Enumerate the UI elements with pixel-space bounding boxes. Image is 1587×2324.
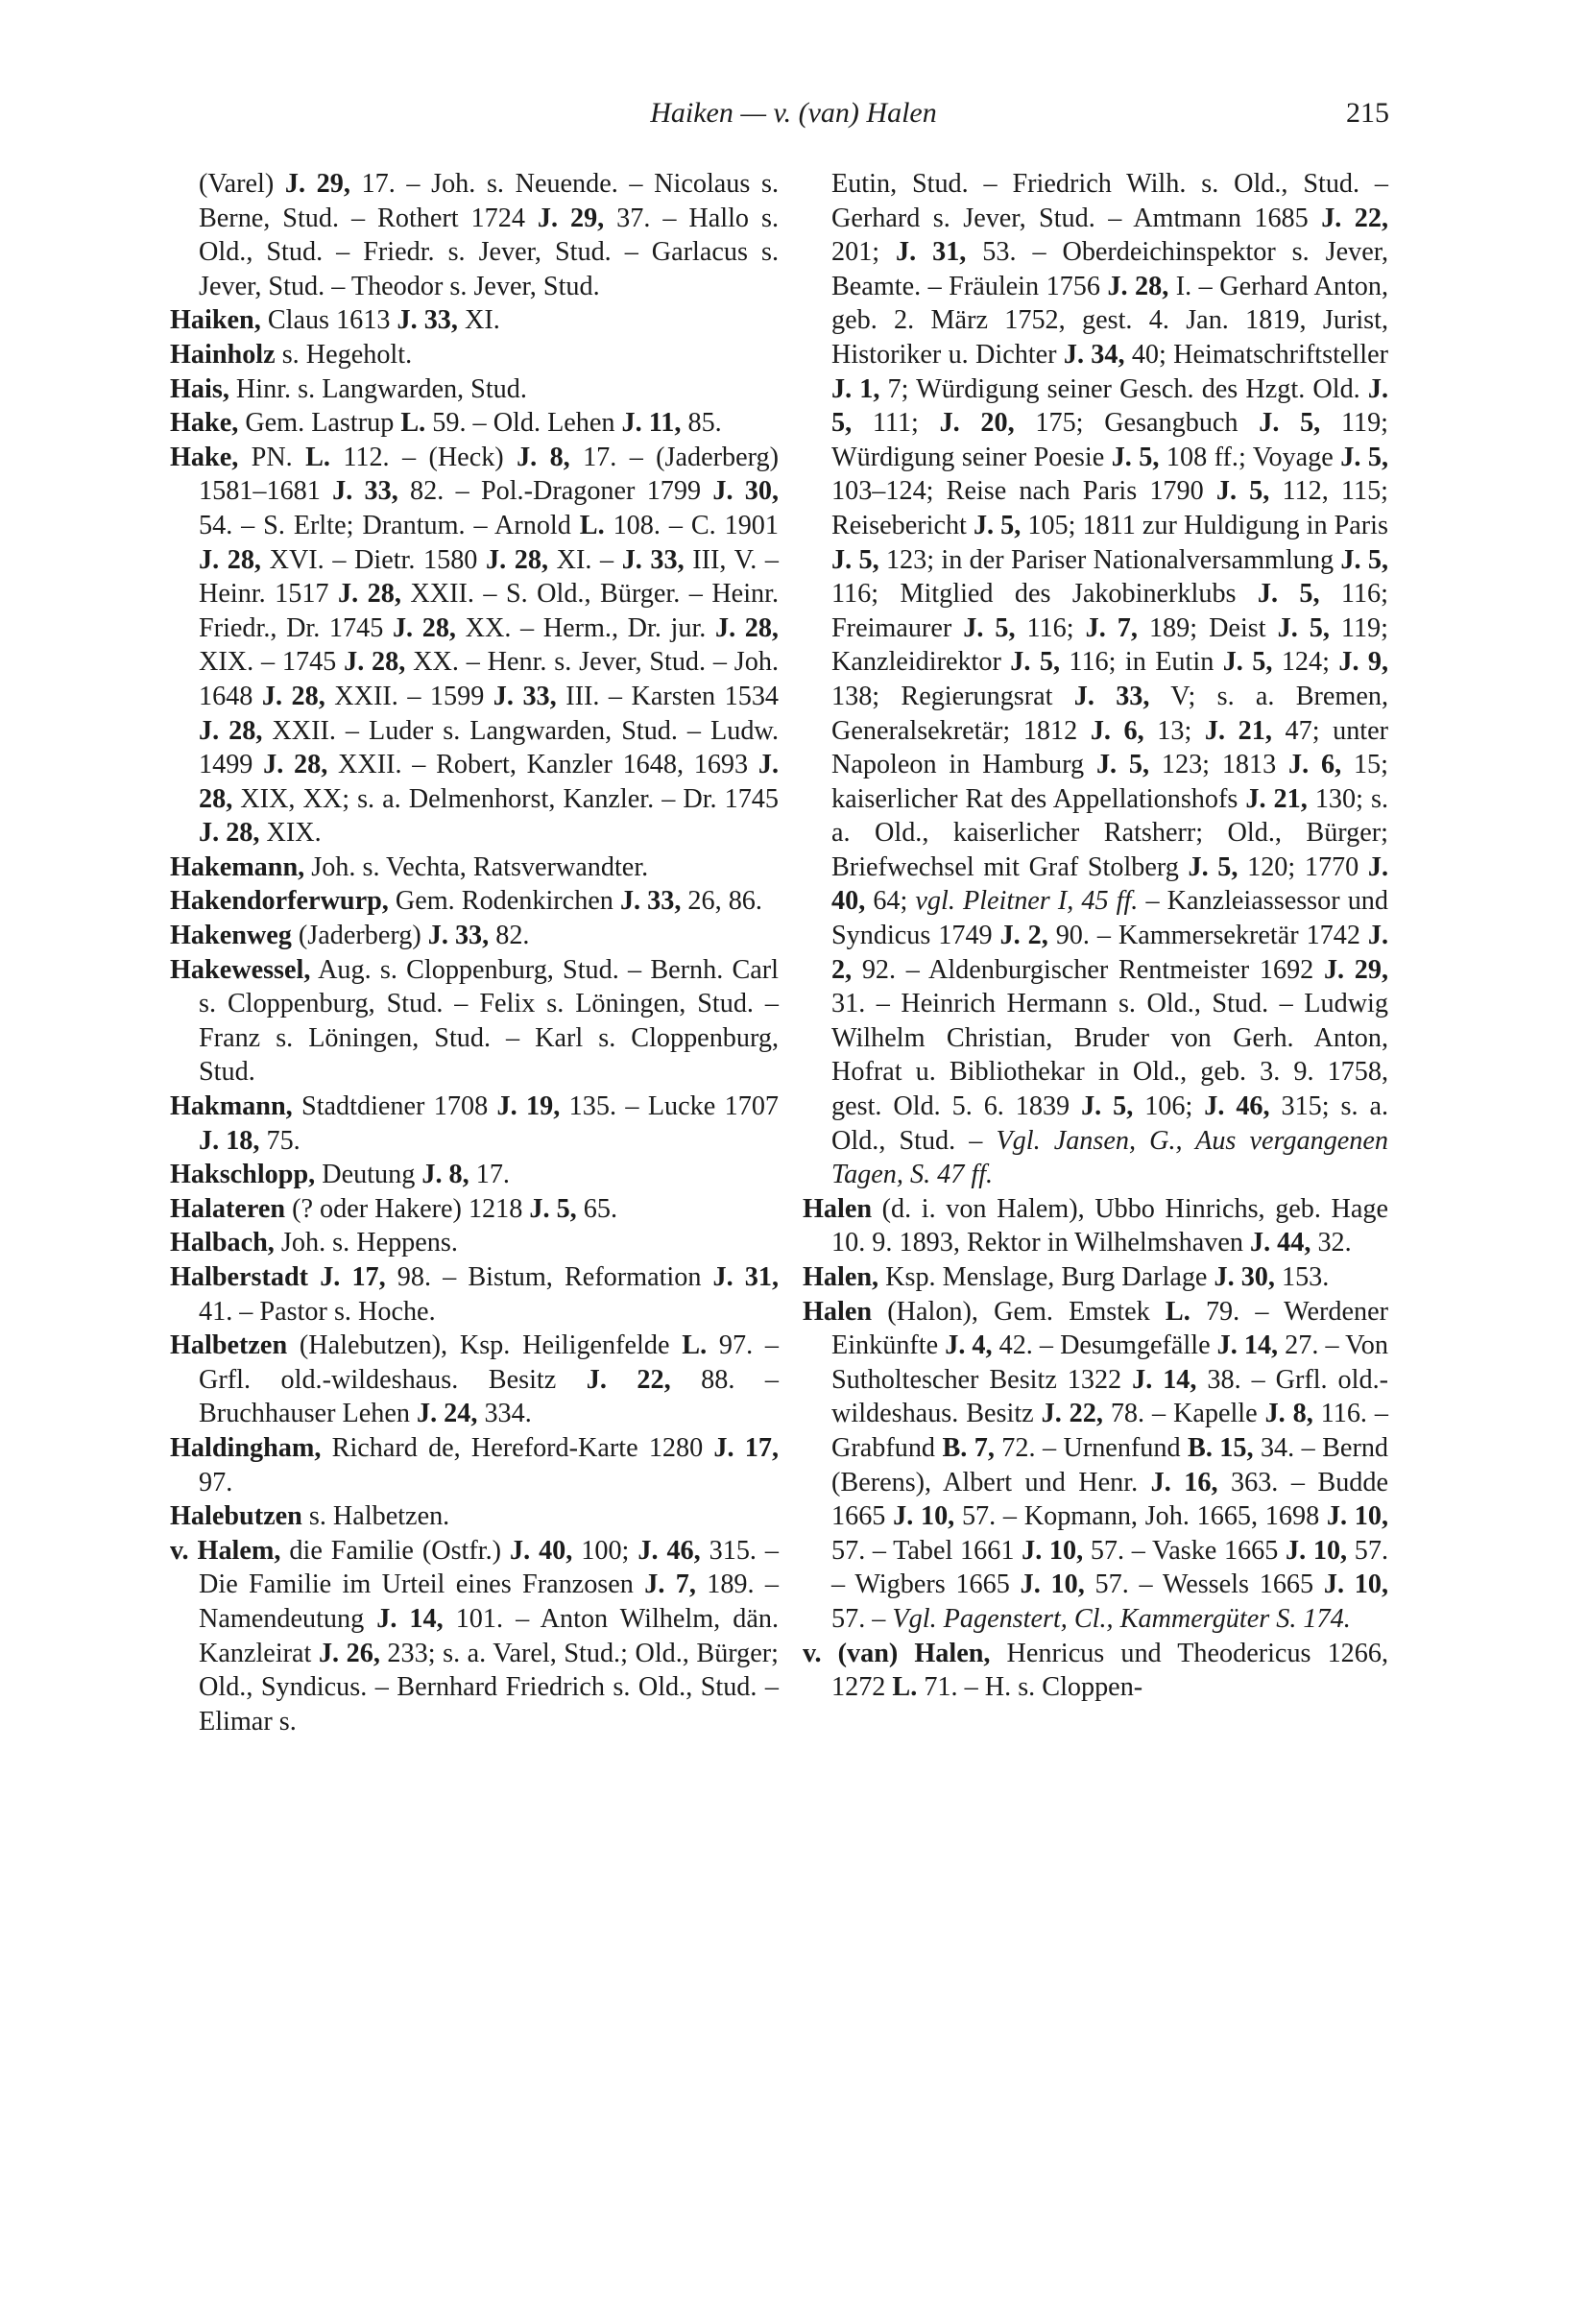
entry-body: Henricus und Theodericus 1266, 1272 L. 71. – H. s. Cloppen- bbox=[831, 1638, 1388, 1703]
entry-headword: Halebutzen bbox=[170, 1501, 302, 1532]
index-entry bbox=[170, 1329, 779, 1431]
index-entry bbox=[170, 851, 779, 885]
index-entry bbox=[803, 1192, 1388, 1260]
index-entry bbox=[170, 953, 779, 1090]
entry-body: Gem. Lastrup L. 59. – Old. Lehen J. 11, 85. bbox=[238, 408, 722, 439]
index-entry bbox=[170, 919, 779, 953]
entry-headword: Halberstadt bbox=[170, 1262, 309, 1292]
entry-headword: Haiken, bbox=[170, 305, 261, 336]
entry-headword: Hais, bbox=[170, 373, 229, 404]
index-entry bbox=[170, 406, 779, 441]
entry-body: Ksp. Menslage, Burg Darlage J. 30, 153. bbox=[878, 1262, 1330, 1292]
index-entry bbox=[170, 338, 779, 372]
index-entry bbox=[170, 1192, 779, 1227]
entry-headword: Hakschlopp, bbox=[170, 1160, 316, 1190]
index-entry bbox=[170, 1260, 779, 1329]
index-entry bbox=[803, 1260, 1388, 1295]
entry-headword: Hakendorferwurp, bbox=[170, 886, 389, 917]
entry-body: die Familie (Ostfr.) J. 40, 100; J. 46, 315. – Die Familie im Urteil eines Franzosen J. 7, 189. – Namendeutung J. 14, 101. – Anton Wilhelm, dän. Kanzleirat J. 26, 233; s. a. Varel, Stud.; Old., Bürger; Old., Syndicus. – Bernhard Friedrich s. Old., Stud. – Elimar s. bbox=[199, 1535, 780, 1737]
index-entry bbox=[170, 441, 779, 851]
running-head bbox=[0, 94, 1587, 132]
entry-body: Aug. s. Cloppenburg, Stud. – Bernh. Carl s. Cloppenburg, Stud. – Felix s. Löningen, Stud. – Franz s. Löningen, Stud. – Karl s. Cloppenburg, Stud. bbox=[199, 954, 779, 1088]
page-number: 215 bbox=[1346, 97, 1389, 129]
entry-headword: Halen bbox=[803, 1296, 873, 1327]
entry-headword: Hakmann, bbox=[170, 1091, 293, 1122]
entry-body: (Jaderberg) J. 33, 82. bbox=[291, 921, 530, 951]
entry-headword: Hakewessel, bbox=[170, 954, 311, 985]
entry-body: (Halon), Gem. Emstek L. 79. – Werdener Einkünfte J. 4, 42. – Desumgefälle J. 14, 27. – Von Sutholtescher Besitz 1322 J. 14, 38. – Grfl. old.-wildeshaus. Besitz J. 22, 78. – Kapelle J. 8, 116. – Grabfund B. 7, 72. – Urnenfund B. 15, 34. – Bernd (Berens), Albert und Henr. J. 16, 363. – Budde 1665 J. 10, 57. – Kopmann, Joh. 1665, 1698 J. 10, 57. – Tabel 1661 J. 10, 57. – Vaske 1665 J. 10, 57. – Wigbers 1665 J. 10, 57. – Wessels 1665 J. 10, 57. – Vgl. Pagenstert, Cl., Kammergüter S. 174. bbox=[831, 1296, 1389, 1634]
index-entry bbox=[170, 1431, 779, 1499]
entry-body: (? oder Hakere) 1218 J. 5, 65. bbox=[285, 1193, 617, 1224]
index-entry bbox=[170, 372, 779, 407]
entry-headword: v. (van) Halen, bbox=[803, 1638, 991, 1668]
index-entry bbox=[170, 884, 779, 919]
entry-body: Gem. Rodenkirchen J. 33, 26, 86. bbox=[388, 886, 762, 917]
index-entry bbox=[170, 167, 779, 303]
entry-headword: Hakenweg bbox=[170, 921, 292, 951]
right-column bbox=[803, 167, 1388, 1705]
entry-body: PN. L. 112. – (Heck) J. 8, 17. – (Jaderberg) 1581–1681 J. 33, 82. – Pol.-Dragoner 1799 J. 30, 54. – S. Erlte; Drantum. – Arnold L. 108. – C. 1901 J. 28, XVI. – Dietr. 1580 J. 28, XI. – J. 33, III, V. – Heinr. 1517 J. 28, XXII. – S. Old., Bürger. – Heinr. Friedr., Dr. 1745 J. 28, XX. – Herm., Dr. jur. J. 28, XIX. – 1745 J. 28, XX. – Henr. s. Jever, Stud. – Joh. 1648 J. 28, XXII. – 1599 J. 33, III. – Karsten 1534 J. 28, XXII. – Luder s. Langwarden, Stud. – Ludw. 1499 J. 28, XXII. – Robert, Kanzler 1648, 1693 J. 28, XIX, XX; s. a. Delmenhorst, Kanzler. – Dr. 1745 J. 28, XIX. bbox=[199, 442, 780, 849]
running-title: Haiken — v. (van) Halen bbox=[650, 97, 937, 129]
entry-headword: Hainholz bbox=[170, 339, 276, 370]
entry-body: Joh. s. Vechta, Ratsverwandter. bbox=[304, 851, 649, 882]
entry-body: s. Halbetzen. bbox=[301, 1501, 450, 1532]
entry-body: (Halebutzen), Ksp. Heiligenfelde L. 97. – Grfl. old.-wildeshaus. Besitz J. 22, 88. – Bruchhauser Lehen J. 24, 334. bbox=[199, 1330, 780, 1429]
entry-body: s. Hegeholt. bbox=[275, 339, 413, 370]
entry-headword: Hake, bbox=[170, 442, 239, 472]
entry-body: Claus 1613 J. 33, XI. bbox=[260, 305, 500, 336]
index-entry bbox=[170, 1090, 779, 1158]
entry-body: Hinr. s. Langwarden, Stud. bbox=[228, 373, 527, 404]
entry-body: Richard de, Hereford-Karte 1280 J. 17, 97. bbox=[199, 1432, 779, 1497]
entry-headword: Halen bbox=[803, 1193, 873, 1224]
index-entry bbox=[170, 1226, 779, 1260]
entry-body: Joh. s. Heppens. bbox=[274, 1228, 458, 1258]
entry-headword: Hakemann, bbox=[170, 851, 305, 882]
entry-headword: Halbach, bbox=[170, 1228, 275, 1258]
index-entry bbox=[170, 1499, 779, 1534]
entry-body: J. 17, 98. – Bistum, Reformation J. 31, 41. – Pastor s. Hoche. bbox=[199, 1262, 780, 1327]
index-entry bbox=[170, 1534, 779, 1739]
index-entry bbox=[170, 1158, 779, 1192]
entry-headword: Haldingham, bbox=[170, 1432, 322, 1463]
entry-body: Deutung J. 8, 17. bbox=[315, 1160, 510, 1190]
entry-body: (d. i. von Halem), Ubbo Hinrichs, geb. Hage 10. 9. 1893, Rektor in Wilhelmshaven J. 44, 32. bbox=[831, 1193, 1388, 1258]
entry-body: Stadtdiener 1708 J. 19, 135. – Lucke 1707 J. 18, 75. bbox=[199, 1091, 780, 1156]
index-entry bbox=[803, 167, 1388, 1192]
entry-headword: Halbetzen bbox=[170, 1330, 288, 1361]
index-entry bbox=[803, 1295, 1388, 1637]
index-entry bbox=[170, 303, 779, 338]
index-entry bbox=[803, 1637, 1388, 1705]
entry-headword: v. Halem, bbox=[170, 1535, 281, 1566]
entry-headword: Halateren bbox=[170, 1193, 286, 1224]
entry-body: (Varel) J. 29, 17. – Joh. s. Neuende. – Nicolaus s. Berne, Stud. – Rothert 1724 J. 29, 37. – Hallo s. Old., Stud. – Friedr. s. Jever, Stud. – Garlacus s. Jever, Stud. – Theodor s. Jever, Stud. bbox=[199, 169, 780, 301]
entry-headword: Halen, bbox=[803, 1262, 879, 1292]
entry-body: Eutin, Stud. – Friedrich Wilh. s. Old., Stud. – Gerhard s. Jever, Stud. – Amtmann 1685 J. 22, 201; J. 31, 53. – Oberdeichinspektor s. Jever, Beamte. – Fräulein 1756 J. 28, I. – Gerhard Anton, geb. 2. März 1752, gest. 4. Jan. 1819, Jurist, Historiker u. Dichter J. 34, 40; Heimatschriftsteller J. 1, 7; Würdigung seiner Gesch. des Hzgt. Old. J. 5, 111; J. 20, 175; Gesangbuch J. 5, 119; Würdigung seiner Poesie J. 5, 108 ff.; Voyage J. 5, 103–124; Reise nach Paris 1790 J. 5, 112, 115; Reisebericht J. 5, 105; 1811 zur Huldigung in Paris J. 5, 123; in der Pariser Nationalversammlung J. 5, 116; Mitglied des Jakobinerklubs J. 5, 116; Freimaurer J. 5, 116; J. 7, 189; Deist J. 5, 119; Kanzleidirektor J. 5, 116; in Eutin J. 5, 124; J. 9, 138; Regierungsrat J. 33, V; s. a. Bremen, Generalsekretär; 1812 J. 6, 13; J. 21, 47; unter Napoleon in Hamburg J. 5, 123; 1813 J. 6, 15; kaiserlicher Rat des Appellationshofs J. 21, 130; s. a. Old., kaiserlicher Ratsherr; Old., Bürger; Briefwechsel mit Graf Stolberg J. 5, 120; 1770 J. 40, 64; vgl. Pleitner I, 45 ff. – Kanzleiassessor und Syndicus 1749 J. 2, 90. – Kammersekretär 1742 J. 2, 92. – Aldenburgischer Rentmeister 1692 J. 29, 31. – Heinrich Hermann s. Old., Stud. – Ludwig Wilhelm Christian, Bruder von Gerh. Anton, Hofrat u. Bibliothekar in Old., geb. 3. 9. 1758, gest. Old. 5. 6. 1839 J. 5, 106; J. 46, 315; s. a. Old., Stud. – Vgl. Jansen, G., Aus vergangenen Tagen, S. 47 ff. bbox=[831, 169, 1389, 1190]
entry-headword: Hake, bbox=[170, 408, 239, 439]
left-column bbox=[170, 167, 779, 1738]
